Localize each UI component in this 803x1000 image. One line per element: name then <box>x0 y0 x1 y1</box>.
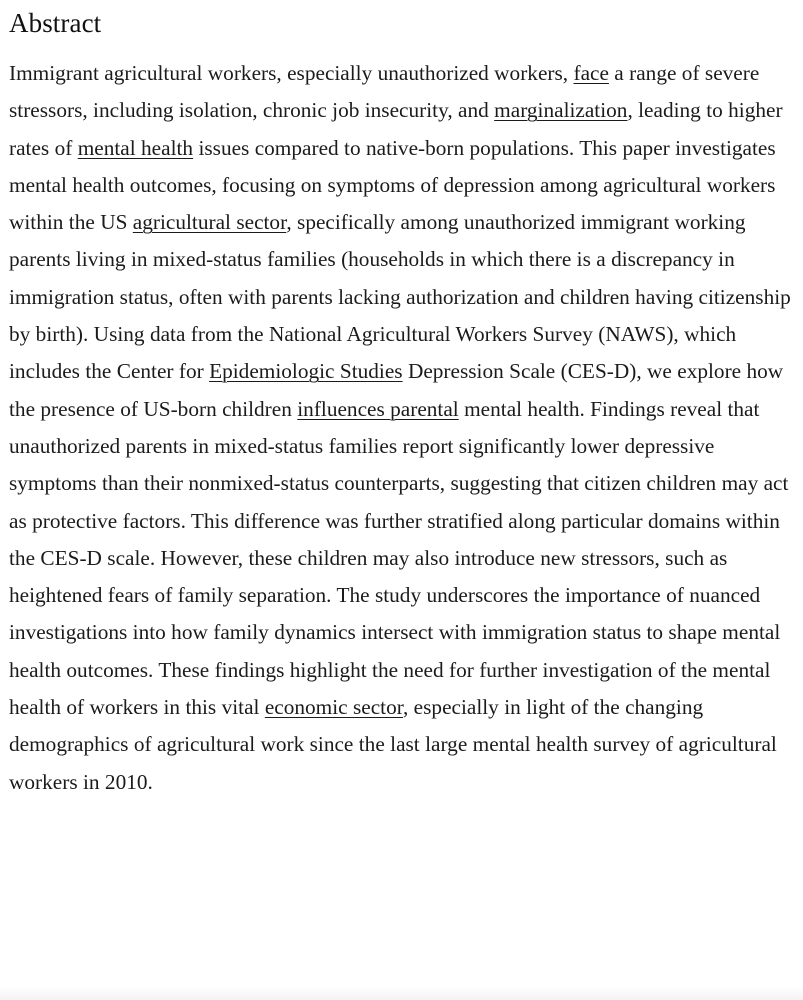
abstract-text-run: a range of severe stressors, including isolation, chronic job insecurity, and <box>9 61 760 123</box>
page-title: Abstract <box>9 8 102 38</box>
inline-link[interactable]: Epidemiologic Studies <box>209 359 403 384</box>
abstract-text-run: Immigrant agricultural workers, especially unauthorized workers, <box>9 61 574 85</box>
inline-link[interactable]: agricultural sector <box>132 210 287 235</box>
inline-link[interactable]: mental health <box>77 135 194 160</box>
abstract-paragraph <box>9 37 794 801</box>
inline-link[interactable]: influences parental <box>297 396 459 421</box>
abstract-text-run: , leading to higher rates of <box>9 98 783 160</box>
abstract-text-run: , specifically among unauthorized immigrant working parents living in mixed-status families (households in which there is a discrepancy in immigration status, often with parents lacking authorization and children having citizenship by birth). Using data from the National Agricultural Workers Survey (NAWS), which includes the Center for <box>9 210 791 384</box>
inline-link[interactable]: economic sector <box>264 695 403 720</box>
inline-link[interactable]: marginalization <box>494 98 628 123</box>
abstract-text-run: issues compared to native-born populations. This paper investigates mental health outcomes, focusing on symptoms of depression among agricultural workers within the US <box>9 135 776 235</box>
abstract-text-run: , especially in light of the changing demographics of agricultural work since the last large mental health survey of agricultural workers in 2010. <box>9 695 777 794</box>
abstract-text-run: mental health. Findings reveal that unauthorized parents in mixed-status families report significantly lower depressive symptoms than their nonmixed-status counterparts, suggesting that citizen children may act as protective factors. This difference was further stratified along particular domains within the CES-D scale. However, these children may also introduce new stressors, such as heightened fears of family separation. The study underscores the importance of nuanced investigations into how family dynamics intersect with immigration status to shape mental health outcomes. These findings highlight the need for further investigation of the mental health of workers in this vital <box>9 396 789 720</box>
abstract-text-run: Depression Scale (CES-D), we explore how the presence of US-born children <box>9 359 784 421</box>
inline-link[interactable]: face <box>573 61 609 85</box>
